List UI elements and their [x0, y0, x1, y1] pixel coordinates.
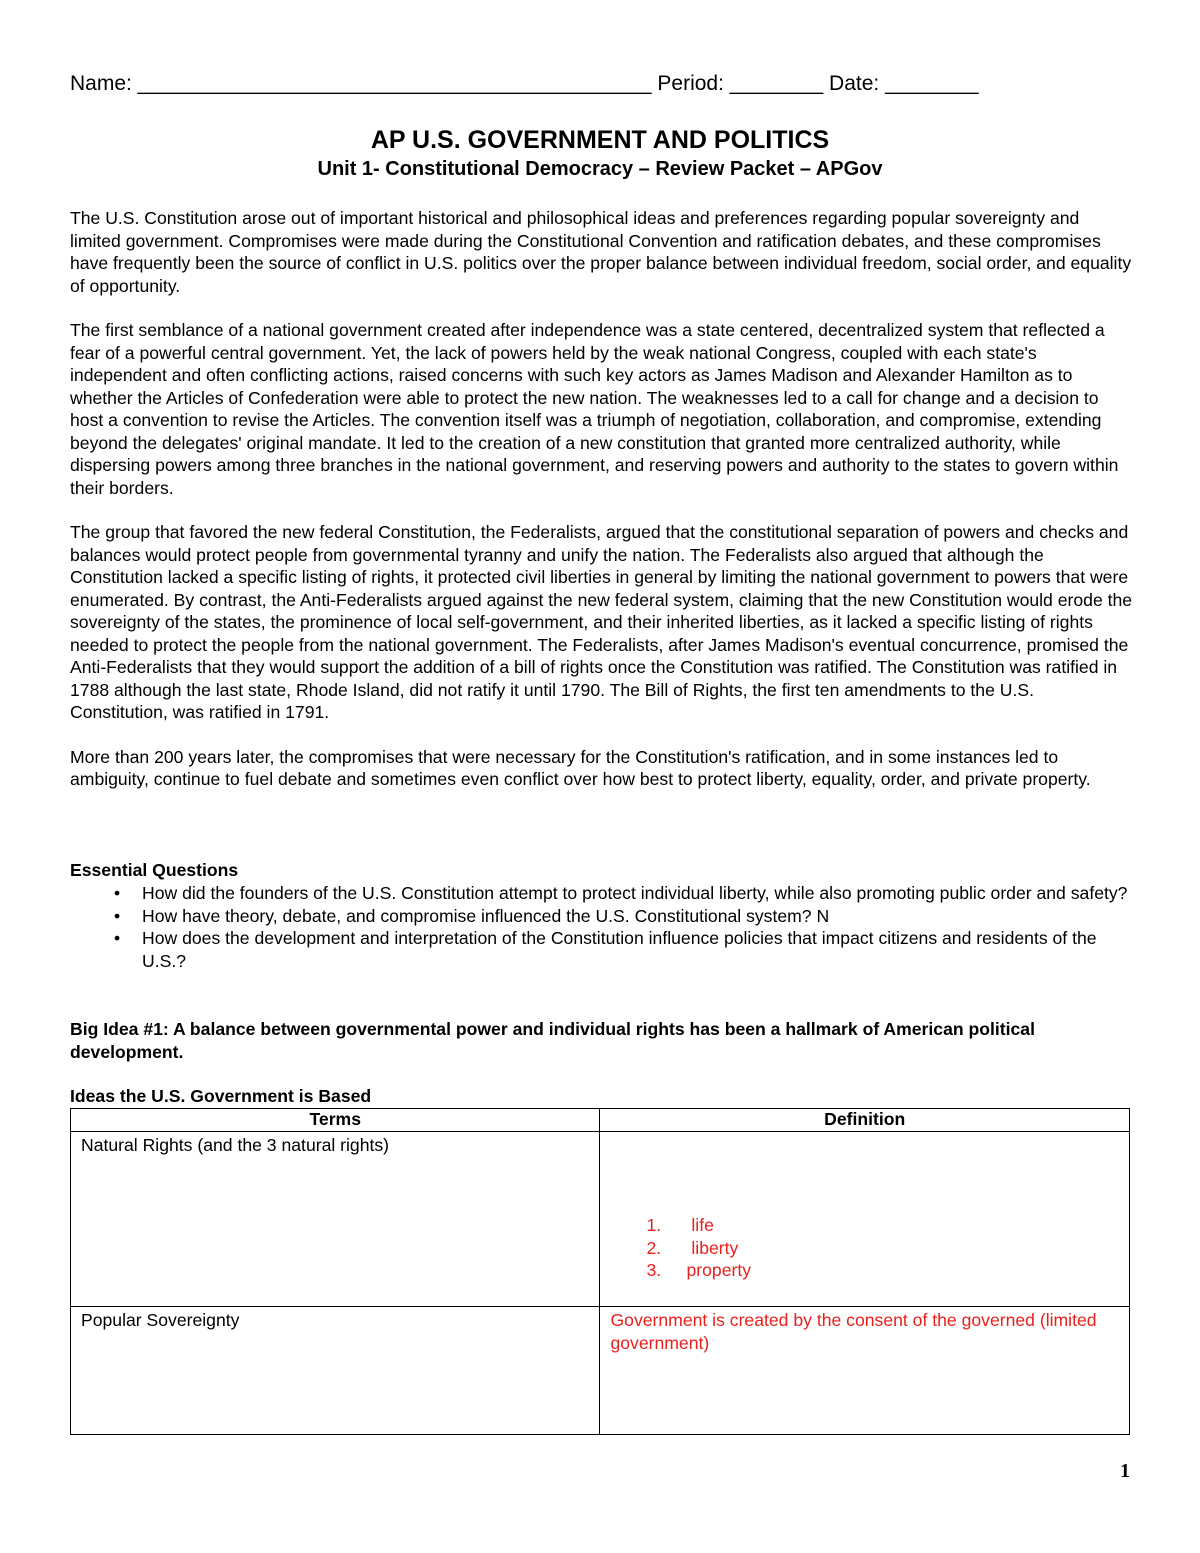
list-item: • How have theory, debate, and compromise influenced the U.S. Constitutional system? N: [114, 905, 830, 926]
column-header-terms: Terms: [71, 1109, 600, 1132]
bullet-icon: •: [114, 905, 121, 926]
paragraph: The U.S. Constitution arose out of important historical and philosophical ideas and preferences regarding popular sovereignty and limited government. Compromises were made during the Constitutional Convention and ratification debates, and these compromises have frequently been the source of conflict in U.S. politics over the proper balance between individual freedom, social order, and equality of opportunity.: [70, 208, 1132, 296]
term-cell: Popular Sovereignty: [71, 1307, 600, 1435]
terms-table: [70, 1108, 1130, 1435]
intro-text: [70, 207, 1135, 813]
definition-cell: Government is created by the consent of the governed (limited government): [600, 1307, 1130, 1435]
list-item: 2. liberty: [646, 1237, 739, 1258]
page-number: 1: [1120, 1460, 1130, 1482]
essential-questions-heading: Essential Questions: [70, 860, 239, 880]
table-row: [71, 1132, 1130, 1307]
list-item: • How did the founders of the U.S. Constitution attempt to protect individual liberty, while also promoting public order and safety?: [114, 883, 1128, 903]
big-idea: Big Idea #1: A balance between governmental power and individual rights has been a hallmark of American political development.: [70, 1019, 1035, 1062]
paragraph: More than 200 years later, the compromises that were necessary for the Constitution's ratification, and in some instances led to ambiguity, continue to fuel debate and sometimes even conflict over how best to protect liberty, equality, order, and private property.: [70, 746, 1091, 789]
natural-rights-list: [610, 1214, 1119, 1282]
table-row: [71, 1307, 1130, 1435]
essential-questions-list: [70, 882, 1130, 972]
bullet-icon: •: [114, 928, 121, 948]
list-item: • How does the development and interpretation of the Constitution influence policies that impact citizens and residents of the U.S.?: [114, 928, 1097, 971]
header-line: Name: ____________________________________________ Period: ________ Date: ________: [70, 72, 979, 95]
table-header-row: [71, 1109, 1130, 1132]
term-cell: Natural Rights (and the 3 natural rights): [71, 1132, 600, 1307]
list-item: 3. property: [646, 1260, 752, 1280]
paragraph: The first semblance of a national government created after independence was a state centered, decentralized system that reflected a fear of a powerful central government. Yet, the lack of powers held by the weak national Congress, coupled with each state's independent and often conflicting actions, raised concerns with such key actors as James Madison and Alexander Hamilton as to whether the Articles of Confederation were able to protect the new nation. The weaknesses led to a call for change and a decision to host a convention to revise the Articles. The convention itself was a triumph of negotiation, collaboration, and compromise, extending beyond the delegates' original mandate. It led to the creation of a new constitution that granted more centralized authority, while dispersing powers among three branches in the national government, and reserving powers and authority to the states to govern within their borders.: [70, 320, 1119, 498]
column-header-definition: Definition: [600, 1109, 1130, 1132]
bullet-icon: •: [114, 883, 121, 903]
page-title: AP U.S. GOVERNMENT AND POLITICS: [370, 126, 830, 154]
ideas-heading: Ideas the U.S. Government is Based: [70, 1086, 372, 1106]
definition-cell: [600, 1132, 1130, 1307]
page-subtitle: Unit 1- Constitutional Democracy – Review Packet – APGov: [317, 158, 883, 180]
paragraph: The group that favored the new federal Constitution, the Federalists, argued that the constitutional separation of powers and checks and balances would protect people from governmental tyranny and unify the nation. The Federalists also argued that although the Constitution lacked a specific listing of rights, it protected civil liberties in general by limiting the national government to powers that were enumerated. By contrast, the Anti-Federalists argued against the new federal system, claiming that the new Constitution would erode the sovereignty of the states, the prominence of local self-government, and their inherited liberties, as it lacked a specific listing of rights needed to protect the people from the national government. The Federalists, after James Madison's eventual concurrence, promised the Anti-Federalists that they would support the addition of a bill of rights once the Constitution was ratified. The Constitution was ratified in 1788 although the last state, Rhode Island, did not ratify it until 1790. The Bill of Rights, the first ten amendments to the U.S. Constitution, was ratified in 1791.: [70, 522, 1133, 722]
list-item: 1. life: [646, 1215, 714, 1235]
